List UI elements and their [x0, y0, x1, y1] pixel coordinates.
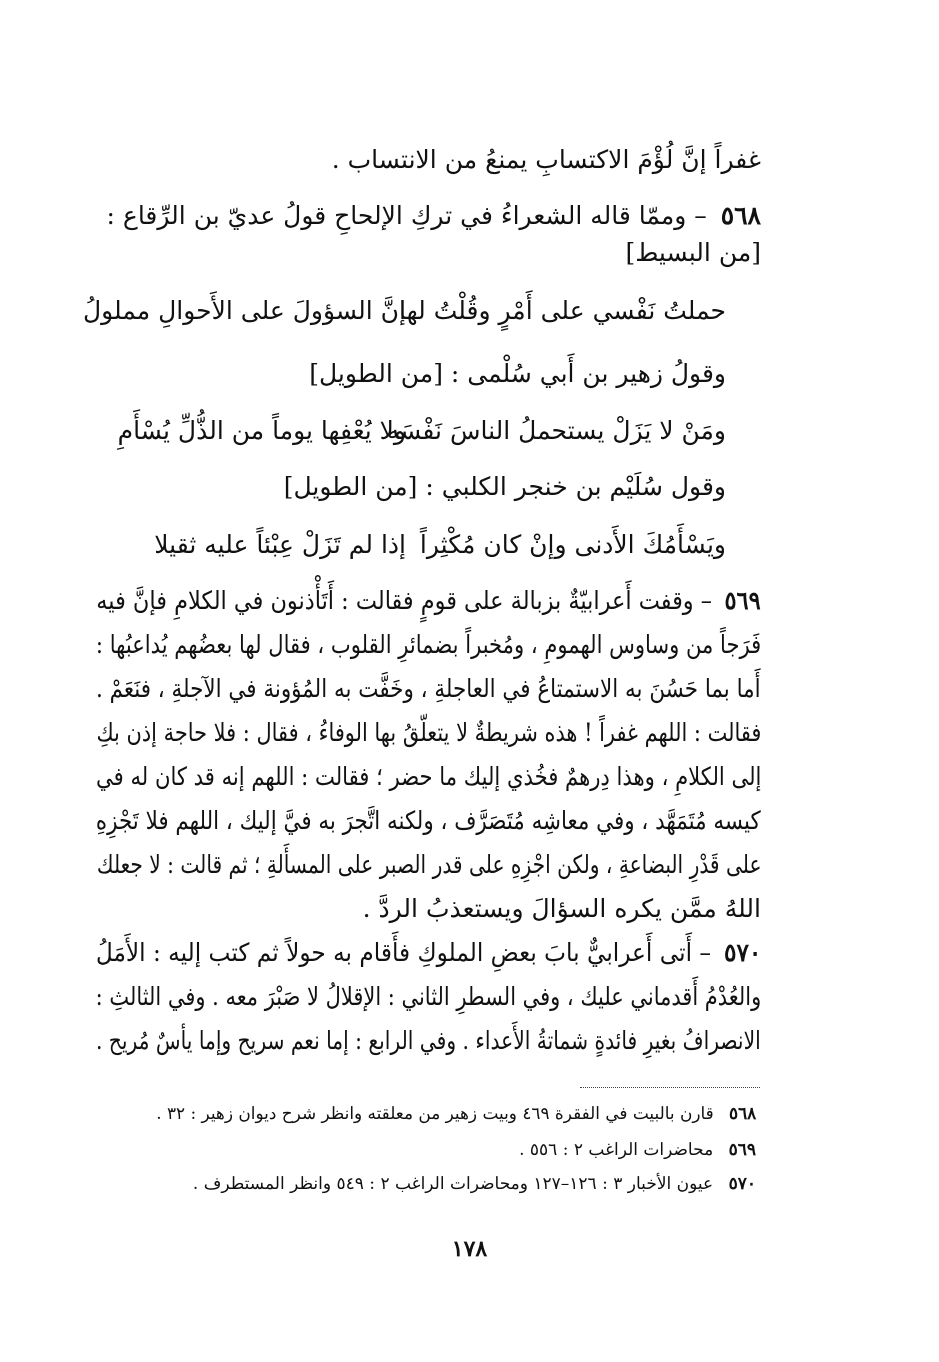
- verse-hemistich: إذا لم تَزَلْ عِبْئاً عليه ثقيلا: [154, 530, 406, 559]
- text-line: إلى الكلامِ ، وهذا دِرهمٌ فخُذي إليك ما حضر ؛ فقالت : اللهم إنه قد كان له في: [95, 762, 761, 791]
- verse-line: [387, 414, 726, 448]
- text-line: على قَدْرِ البضاعةِ ، ولكن اجْزِهِ على قدر الصبر على المسأَلةِ ؛ ثم قالت : لا جعلك: [96, 850, 761, 879]
- verse-line: [154, 528, 406, 562]
- meter-label: [من البسيط]: [625, 238, 761, 267]
- text-line: فَرَجاً من وساوس الهمومِ ، ومُخبراً بضمائرِ القلوب ، فقال لها بعضُهم يُداعبُها :: [95, 630, 761, 659]
- text-line: الانصرافُ بغيرِ فائدةٍ شماتةُ الأَعداء . وفي الرابع : إما نعم سريح وإما يأسٌ مُريح .: [96, 1026, 761, 1055]
- entry-number: ٥٦٩: [724, 586, 761, 615]
- text-line: كيسه مُتَمَهَّد ، وفي معاشِه مُتَصَرَّف ، ولكنه اتَّجرَ به فيَّ إليك ، اللهم فلا تَجْزِهِ: [96, 806, 761, 835]
- text-line: اللهُ ممَّن يكره السؤالَ ويستعذبُ الردَّ .: [362, 894, 761, 923]
- entry-text: – وقفت أَعرابيّةٌ بزبالة على قومٍ فقالت : أَتَأْذنون في الكلامِ فإنَّ فيه: [96, 586, 713, 615]
- footnote-text: قارن بالبيت في الفقرة ٤٦٩ وبيت زهير من معلقته وانظر شرح ديوان زهير : ٣٢ .: [155, 1104, 714, 1124]
- verse-line: [399, 294, 726, 328]
- verse-line: [420, 528, 726, 562]
- footnote-text: محاضرات الراغب ٢ : ٥٥٦ .: [519, 1140, 714, 1160]
- text-line: وقولُ زهير بن أَبي سُلْمى : [من الطويل]: [309, 359, 726, 388]
- text-line: أَما بما حَسُنَ به الاستمتاعُ في العاجلةِ ، وخَفَّت به المُؤونة في الآجلةِ ، فنَعَمْ .: [96, 674, 761, 703]
- footnote-text: عيون الأخبار ٣ : ١٢٦–١٢٧ ومحاضرات الراغب ٢ : ٥٤٩ وانظر المستطرف .: [192, 1174, 714, 1194]
- footnote-number: ٥٧٠: [728, 1174, 756, 1194]
- text-line: والعُدْمُ أَقدماني عليك ، وفي السطرِ الثاني : الإقلالُ لا صَبْرَ معه . وفي الثالثِ :: [95, 982, 761, 1011]
- verse-hemistich: إنَّ السؤولَ على الأَحوالِ مملولُ: [82, 296, 406, 325]
- footnote: [193, 1172, 756, 1196]
- text-line: غفراً إنَّ لُؤْمَ الاكتسابِ يمنعُ من الانتساب .: [331, 145, 761, 174]
- entry-569-heading: [97, 584, 761, 618]
- footnote-number: ٥٦٨: [728, 1104, 756, 1124]
- verse-line: [83, 294, 406, 328]
- entry-568-heading: [106, 199, 761, 233]
- entry-number: ٥٧٠: [723, 938, 761, 967]
- footnote: [156, 1102, 756, 1126]
- footnote-separator: [580, 1087, 760, 1088]
- verse-hemistich: حملتُ نَفْسي على أَمْرٍ وقُلْتُ لها: [399, 296, 726, 325]
- text-line: وقول سُلَيْم بن خنجر الكلبي : [من الطويل]: [283, 472, 726, 501]
- verse-hemistich: ومَنْ لا يَزَلْ يستحملُ الناسَ نَفْسَه: [386, 416, 726, 445]
- verse-hemistich: ولا يُعْفِها يوماً من الذُّلِّ يُسْأَمِ: [117, 416, 406, 445]
- footnote-number: ٥٦٩: [728, 1140, 756, 1160]
- page-number: ١٧٨: [451, 1236, 488, 1262]
- entry-text: – وممّا قاله الشعراءُ في تركِ الإلحاحِ قولُ عديّ بن الرِّقاع :: [106, 201, 707, 230]
- footnote: [519, 1138, 756, 1162]
- entry-570-heading: [95, 936, 761, 970]
- entry-text: – أَتى أَعرابيٌّ بابَ بعضِ الملوكِ فأَقام به حولاً ثم كتب إليه : الأَمَلُ: [95, 938, 711, 967]
- entry-number: ٥٦٨: [720, 201, 761, 230]
- text-line: فقالت : اللهم غفراً ! هذه شريطةٌ لا يتعلّقُ بها الوفاءُ ، فقال : فلا حاجة إذن بكِ: [96, 718, 761, 747]
- verse-line: [118, 414, 406, 448]
- verse-hemistich: ويَسْأَمُكَ الأَدنى وإنْ كان مُكْثِراً: [419, 530, 726, 559]
